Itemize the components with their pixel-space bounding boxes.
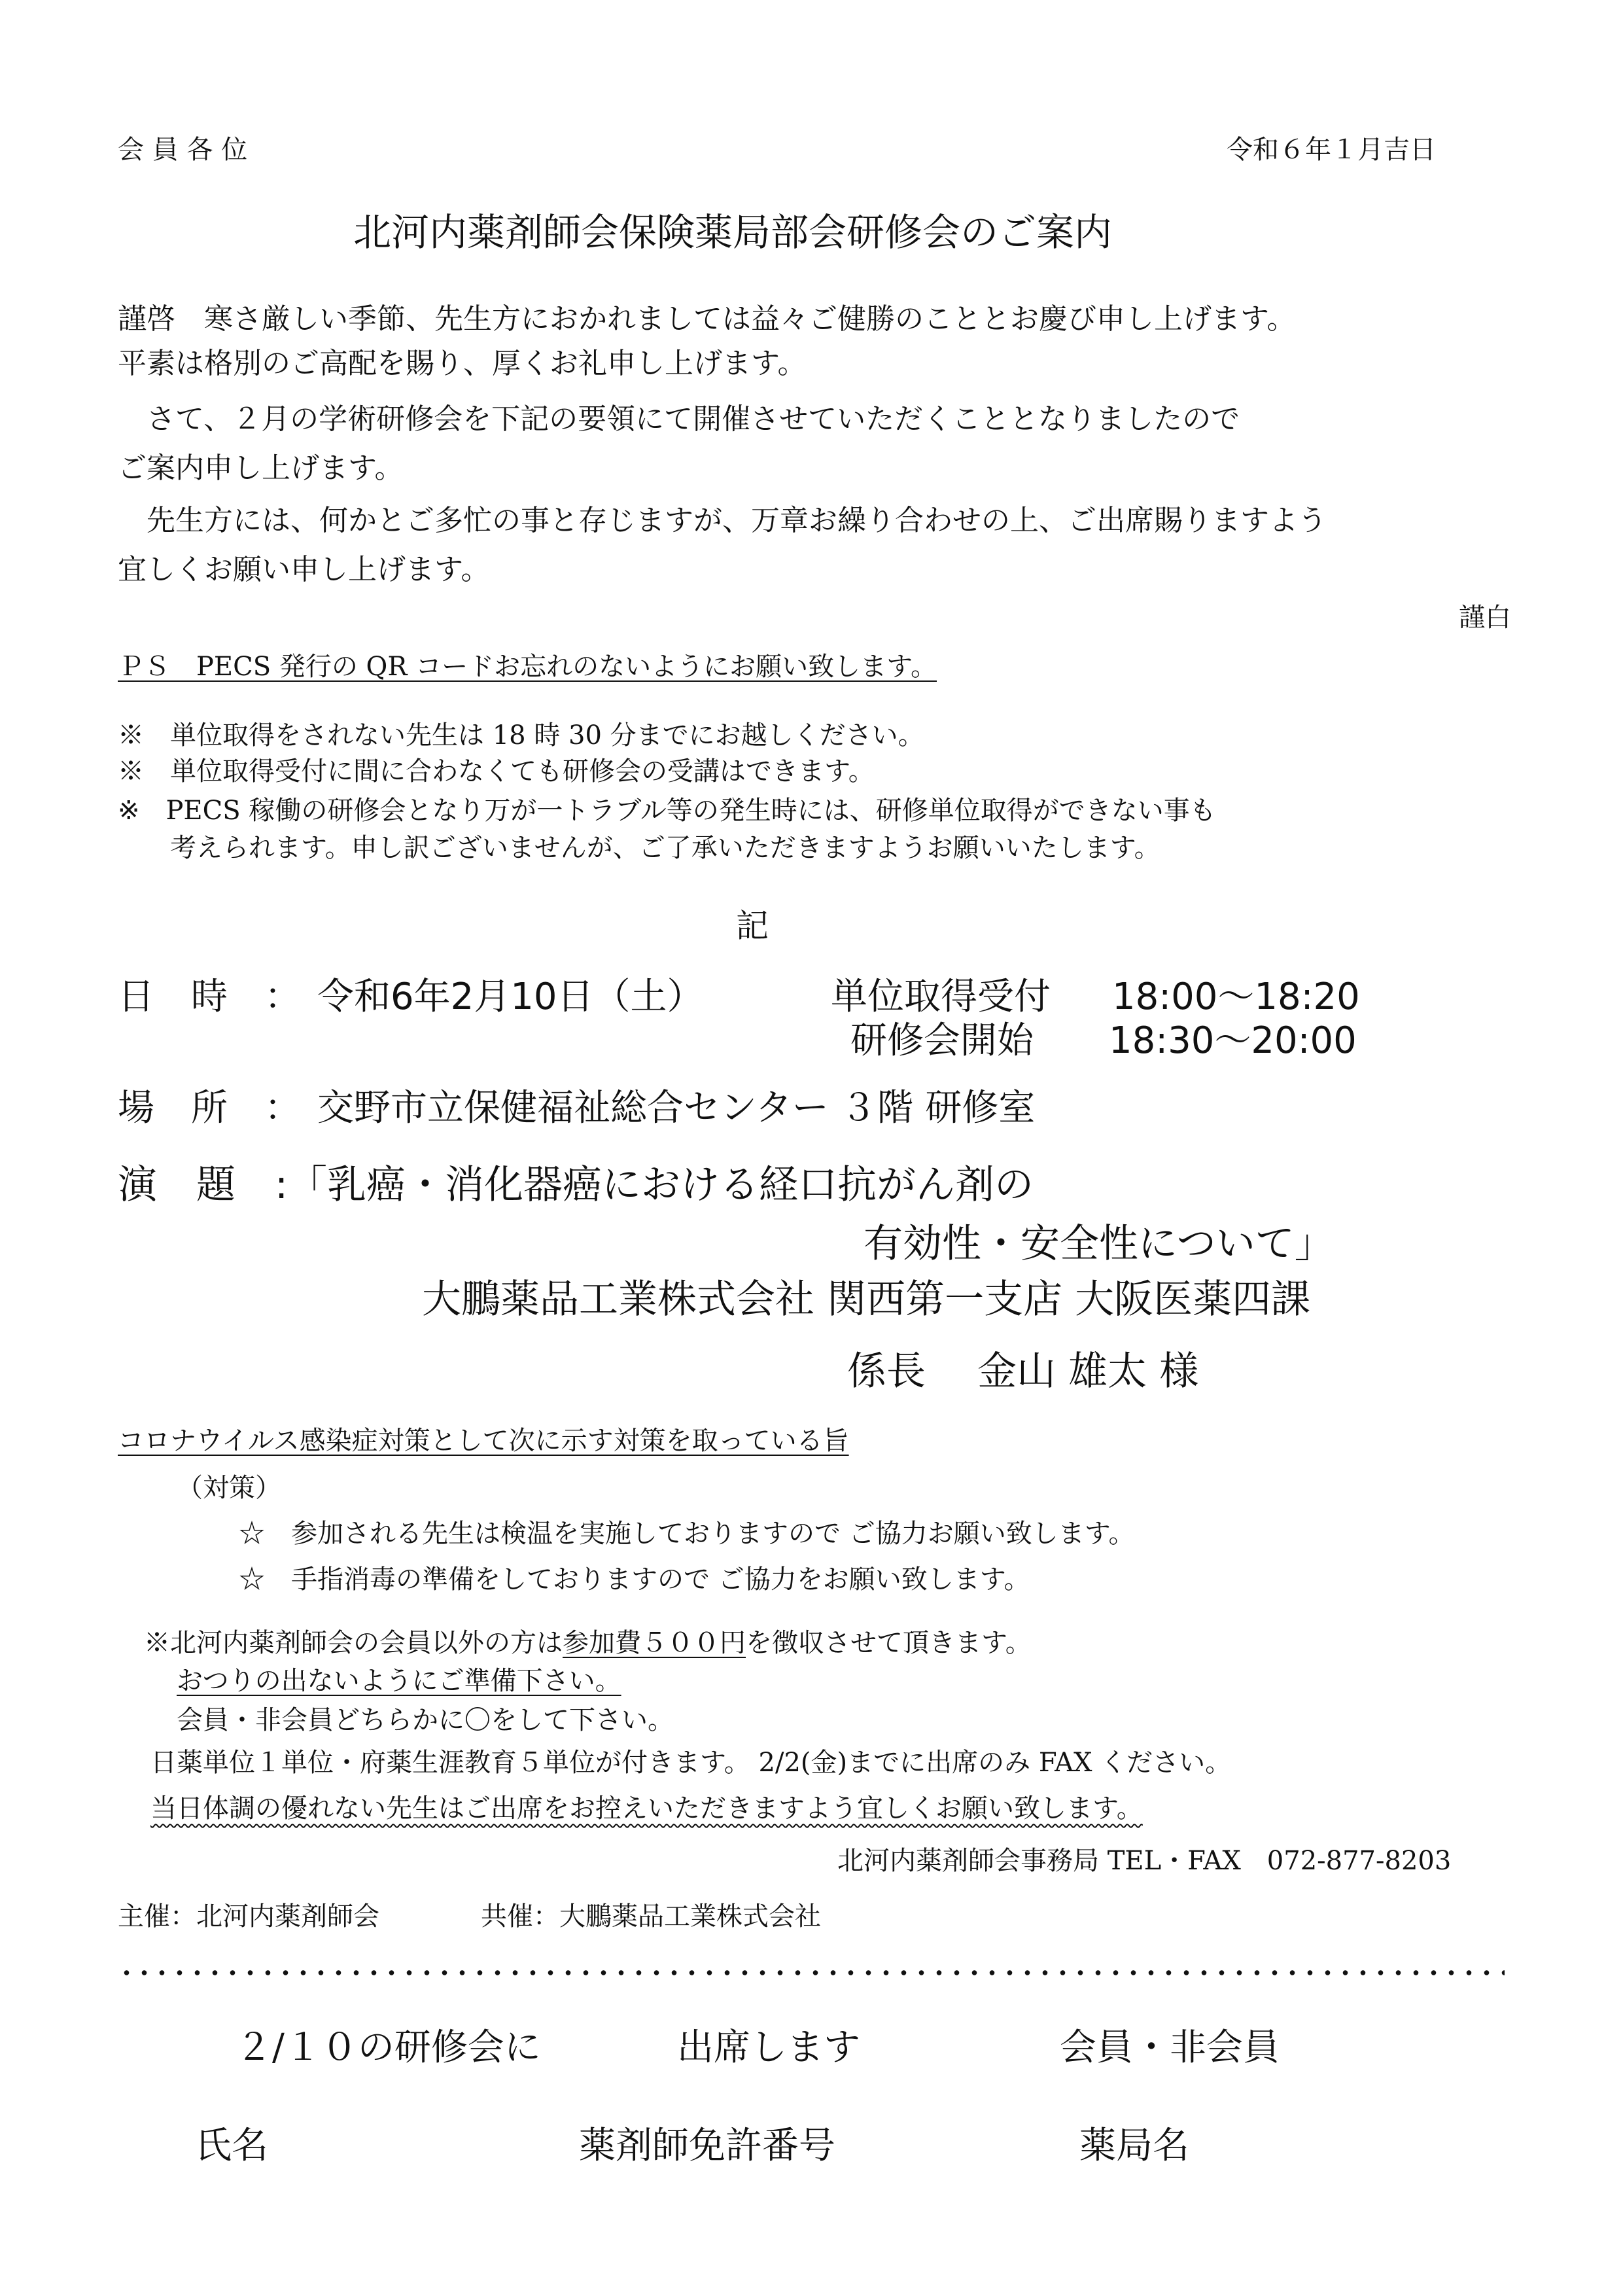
reception-time: 18:00～18:20	[1112, 976, 1360, 1018]
intro-line: さて、２月の学術研修会を下記の要領にて開催させていただくこととなりましたので	[118, 402, 1240, 436]
credit-note: 日薬単位１単位・府薬生涯教育５単位が付きます。 2/2(金)までに出席のみ FAX ください。	[150, 1748, 1232, 1778]
member-circle-note: 会員・非会員どちらかに〇をして下さい。	[177, 1705, 674, 1735]
covid-item: ☆ 手指消毒の準備をしておりますので ご協力をお願い致します。	[239, 1564, 1030, 1595]
cohost: 共催：大鵬薬品工業株式会社	[481, 1901, 821, 1932]
intro-line: 謹啓 寒さ厳しい季節、先生方におかれましては益々ご健勝のこととお慶び申し上げます。	[118, 302, 1296, 336]
note-item: ※ 単位取得受付に間に合わなくても研修会の受講はできます。	[118, 756, 875, 786]
intro-line: 平素は格別のご高配を賜り、厚くお礼申し上げます。	[118, 347, 807, 380]
form-meeting: ２/１０の研修会に	[236, 2026, 541, 2069]
fee-note-text: を徴収させて頂きます。	[746, 1628, 1032, 1658]
covid-heading: コロナウイルス感染症対策として次に示す対策を取っている旨	[118, 1426, 849, 1456]
reception-label: 単位取得受付	[831, 976, 1051, 1018]
cut-line	[118, 1969, 1505, 1976]
fee-note	[144, 1627, 1032, 1659]
intro-line: 宜しくお願い申し上げます。	[118, 553, 490, 586]
start-time: 18:30～20:00	[1109, 1019, 1357, 1062]
topic-line: 有効性・安全性について」	[864, 1221, 1334, 1267]
note-item: 考えられます。申し訳ございませんが、ご了承いただきますようお願いいたします。	[118, 833, 1161, 863]
fee-note-text: ※北河内薬剤師会の会員以外の方は	[144, 1628, 563, 1658]
contact-info: 北河内薬剤師会事務局 TEL・FAX 072-877-8203	[837, 1846, 1452, 1876]
note-item: ※ PECS 稼働の研修会となり万が一トラブル等の発生時には、研修単位取得ができない事も	[118, 796, 1216, 826]
form-pharmacy-label: 薬局名	[1079, 2125, 1189, 2167]
place-value: 交野市立保健福祉総合センター ３階 研修室	[317, 1087, 1036, 1129]
intro-line: ご案内申し上げます。	[118, 451, 404, 485]
topic-line: 「乳癌・消化器癌における経口抗がん剤の	[288, 1162, 1034, 1208]
topic-label: 演 題 :	[118, 1162, 288, 1208]
issue-date: 令和６年１月吉日	[1227, 135, 1436, 165]
covid-label: （対策）	[177, 1473, 281, 1503]
place-label: 場 所 ：	[118, 1087, 301, 1129]
health-note: 当日体調の優れない先生はご出席をお控えいただきますよう宜しくお願い致します。	[150, 1793, 1143, 1824]
form-name-label: 氏名	[195, 2125, 268, 2167]
addressee: 会 員 各 位	[118, 135, 248, 165]
page-title: 北河内薬剤師会保険薬局部会研修会のご案内	[353, 210, 1113, 255]
form-membership: 会員・非会員	[1060, 2026, 1280, 2069]
change-note: おつりの出ないようにご準備下さい。	[177, 1666, 621, 1696]
speaker-name: 係長 金山 雄太 様	[847, 1349, 1199, 1394]
start-label: 研修会開始	[850, 1019, 1034, 1062]
form-attend: 出席します	[677, 2026, 860, 2069]
fee-amount: 参加費５００円	[563, 1628, 746, 1658]
datetime-label: 日 時 ：	[118, 976, 301, 1018]
note-item: ※ 単位取得をされない先生は 18 時 30 分までにお越しください。	[118, 720, 924, 751]
host: 主催：北河内薬剤師会	[118, 1901, 379, 1932]
closing-word: 謹白	[1459, 603, 1511, 633]
intro-line: 先生方には、何かとご多忙の事と存じますが、万章お繰り合わせの上、ご出席賜りますよう	[118, 504, 1327, 537]
ki-heading: 記	[736, 907, 769, 945]
form-license-label: 薬剤師免許番号	[579, 2125, 835, 2167]
covid-item: ☆ 参加される先生は検温を実施しておりますので ご協力お願い致します。	[239, 1519, 1135, 1549]
ps-note: ＰＳ PECS 発行の QR コードお忘れのないようにお願い致します。	[118, 652, 937, 682]
speaker-org: 大鵬薬品工業株式会社 関西第一支店 大阪医薬四課	[422, 1277, 1311, 1322]
datetime-value: 令和6年2月10日（土）	[317, 976, 704, 1018]
